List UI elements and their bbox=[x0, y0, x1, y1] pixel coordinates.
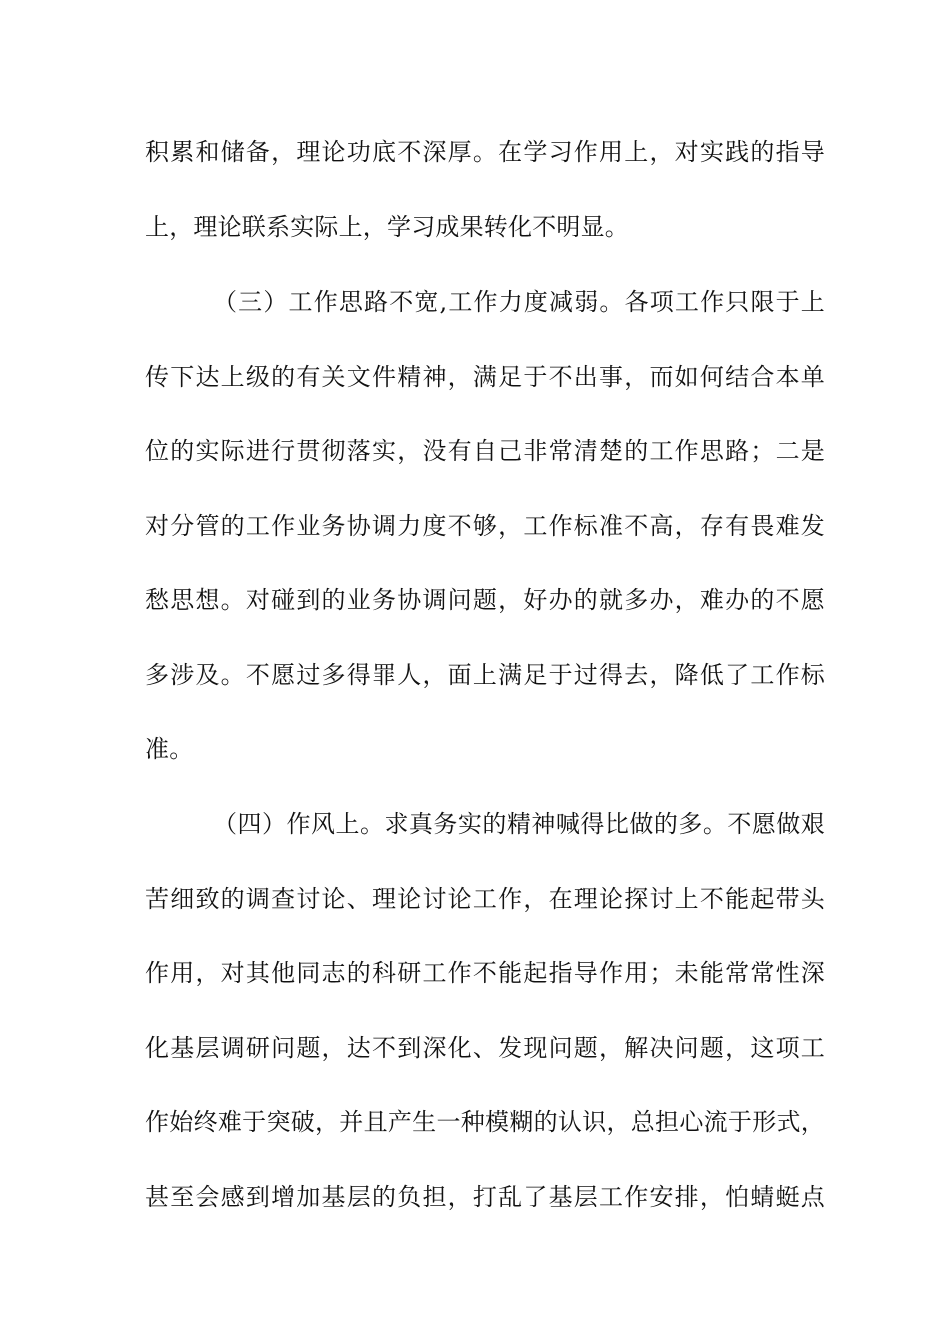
text-line: 积累和储备，理论功底不深厚。在学习作用上，对实践的指导 bbox=[145, 138, 825, 166]
text-line: 上，理论联系实际上，学习成果转化不明显。 bbox=[145, 213, 629, 241]
text-line: 甚至会感到增加基层的负担，打乱了基层工作安排，怕蜻蜓点 bbox=[145, 1183, 825, 1211]
text-line: 愁思想。对碰到的业务协调问题，好办的就多办，难办的不愿 bbox=[145, 586, 825, 614]
text-line: 多涉及。不愿过多得罪人，面上满足于过得去，降低了工作标 bbox=[145, 661, 825, 689]
paragraph-heading-4: （四）作风上。求真务实的精神喊得比做的多。不愿做艰 bbox=[213, 810, 825, 838]
text-line: 传下达上级的有关文件精神，满足于不出事，而如何结合本单 bbox=[145, 363, 825, 391]
text-line: 准。 bbox=[145, 735, 194, 763]
text-line: 苦细致的调查讨论、理论讨论工作，在理论探讨上不能起带头 bbox=[145, 885, 825, 913]
paragraph-heading-3: （三）工作思路不宽,工作力度减弱。各项工作只限于上 bbox=[213, 288, 825, 316]
text-line: 作始终难于突破，并且产生一种模糊的认识，总担心流于形式， bbox=[145, 1108, 825, 1136]
text-line: 对分管的工作业务协调力度不够，工作标准不高，存有畏难发 bbox=[145, 512, 825, 540]
text-line: 作用，对其他同志的科研工作不能起指导作用；未能常常性深 bbox=[145, 959, 825, 987]
text-line: 位的实际进行贯彻落实，没有自己非常清楚的工作思路；二是 bbox=[145, 437, 825, 465]
text-line: 化基层调研问题，达不到深化、发现问题，解决问题，这项工 bbox=[145, 1034, 825, 1062]
